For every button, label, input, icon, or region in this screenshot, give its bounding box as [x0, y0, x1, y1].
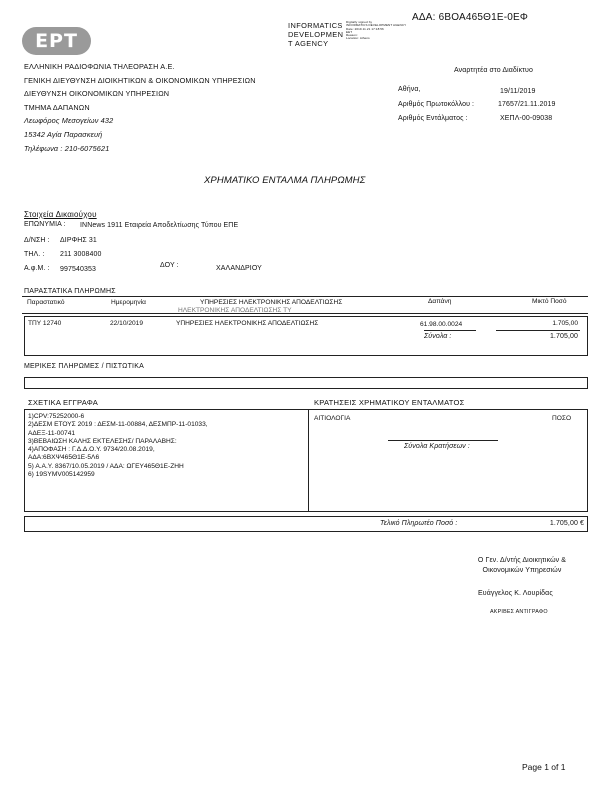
beneficiary-address-label: Δ/ΝΣΗ : — [24, 237, 50, 244]
agency-line: INFORMATICS — [288, 21, 343, 30]
column-header: Δαπάνη — [428, 298, 452, 305]
digital-signature-details — [346, 21, 406, 41]
signatory-role-line1: Ο Γεν. Δ/ντής Διοικητικών & — [477, 557, 567, 564]
related-documents-heading: ΣΧΕΤΙΚΑ ΕΓΓΡΑΦΑ — [28, 398, 99, 407]
signature-detail-line: INFORMATICS DEVELOPMENT AGENCY — [346, 23, 407, 28]
signature-detail-line: Location: Athens — [346, 36, 370, 41]
related-documents-list — [28, 413, 208, 479]
list-item: 3)ΒΕΒΑΙΩΣΗ ΚΑΛΗΣ ΕΚΤΕΛΕΣΗΣ/ ΠΑΡΑΛΑΒΗΣ: — [28, 437, 177, 445]
related-retentions-divider — [308, 409, 309, 512]
organization-line: ΤΜΗΜΑ ΔΑΠΑΝΩΝ — [24, 102, 90, 112]
beneficiary-doy-label: ΔΟΥ : — [160, 262, 179, 269]
retentions-total-label: Σύνολα Κρατήσεων : — [404, 443, 470, 450]
organization-line: 15342 Αγία Παρασκευή — [24, 129, 103, 139]
beneficiary-doy: ΧΑΛΑΝΔΡΙΟΥ — [216, 265, 262, 272]
list-item: 6) 19SYMV005142959 — [28, 471, 95, 479]
column-header: Μικτό Ποσό — [532, 298, 567, 305]
order-number-label: Αριθμός Εντάλματος : — [398, 115, 468, 122]
document-amount: 1.705,00 — [552, 320, 578, 327]
organization-line: ΕΛΛΗΝΙΚΗ ΡΑΔΙΟΦΩΝΙΑ ΤΗΛΕΟΡΑΣΗ Α.Ε. — [24, 62, 175, 71]
retentions-heading: ΚΡΑΤΗΣΕΙΣ ΧΡΗΜΑΤΙΚΟΥ ΕΝΤΑΛΜΑΤΟΣ — [314, 398, 465, 407]
posted-online-note: Αναρτητέα στο Διαδίκτυο — [454, 67, 533, 74]
protocol-value: 17657/21.11.2019 — [498, 101, 556, 108]
document-date: 22/10/2019 — [110, 320, 144, 327]
organization-line: ΓΕΝΙΚΗ ΔΙΕΥΘΥΝΣΗ ΔΙΟΙΚΗΤΙΚΩΝ & ΟΙΚΟΝΟΜΙΚΩΝ ΥΠΗΡΕΣΙΩΝ — [24, 75, 256, 85]
table-header-rule — [22, 313, 588, 314]
organization-block — [24, 60, 256, 155]
list-item: 2)ΔΕΣΜ ΕΤΟΥΣ 2019 : ΔΕΣΜ-11-00884, ΔΕΣΜΠΡ-11-01033, — [28, 421, 208, 429]
beneficiary-name: INNews 1911 Εταιρεία Αποδελτίωσης Τύπου ΕΠΕ — [80, 222, 239, 229]
table-top-rule — [22, 296, 588, 297]
agency-line: T AGENCY — [288, 39, 329, 48]
order-number-value: ΧΕΠΛ-00-09038 — [500, 115, 553, 122]
partial-payments-box — [24, 377, 588, 389]
list-item: ΑΔΕΞ-11-00741 — [28, 429, 76, 437]
partial-payments-heading: ΜΕΡΙΚΕΣ ΠΛΗΡΩΜΕΣ / ΠΙΣΤΩΤΙΚΑ — [24, 363, 144, 370]
column-header-overflow: ΗΛΕΚΤΡΟΝΙΚΗΣ ΑΠΟΔΕΛΤΙΩΣΗΣ ΤΥ — [178, 307, 292, 312]
list-item: ΑΔΑ:6ΒΧΨ465Θ1Ε-5Λ6 — [28, 454, 100, 462]
organization-line: ΔΙΕΥΘΥΝΣΗ ΟΙΚΟΝΟΜΙΚΩΝ ΥΠΗΡΕΣΙΩΝ — [24, 89, 170, 99]
signature-agency-name — [288, 21, 343, 48]
document-title: ΧΡΗΜΑΤΙΚΟ ΕΝΤΑΛΜΑ ΠΛΗΡΩΜΗΣ — [204, 175, 366, 186]
athens-label: Αθήνα, — [398, 86, 421, 93]
retentions-total-rule — [388, 440, 498, 441]
organization-line: Λεωφόρος Μεσογείων 432 — [24, 116, 114, 126]
beneficiary-phone: 211 3008400 — [60, 251, 102, 258]
list-item: 1)CPV:75252000-6 — [28, 413, 85, 420]
beneficiary-name-label: ΕΠΩΝΥΜΙΑ : — [24, 221, 66, 228]
beneficiary-afm-label: Α.φ.Μ. : — [24, 265, 50, 272]
document-description: ΥΠΗΡΕΣΙΕΣ ΗΛΕΚΤΡΟΝΙΚΗΣ ΑΠΟΔΕΛΤΙΩΣΗΣ — [176, 320, 319, 327]
documents-heading: ΠΑΡΑΣΤΑΤΙΚΑ ΠΛΗΡΩΜΗΣ — [24, 288, 116, 295]
document-expense-code: 61.98.00.0024 — [420, 321, 463, 328]
certified-copy-stamp: ΑΚΡΙΒΕΣ ΑΝΤΙΓΡΑΦΟ — [490, 609, 548, 615]
list-item: 5) Α.Α.Υ. 8367/10.05.2019 / ΑΔΑ: ΩΓΕΥ465Θ1Ε-ΖΗΗ — [28, 462, 184, 470]
column-header: Ημερομηνία — [111, 299, 146, 306]
retention-amount-label: ΠΟΣΟ — [552, 415, 572, 422]
logo-text: ΕΡΤ — [35, 30, 78, 52]
column-header: ΥΠΗΡΕΣΙΕΣ ΗΛΕΚΤΡΟΝΙΚΗΣ ΑΠΟΔΕΛΤΙΩΣΗΣ — [200, 299, 343, 306]
final-amount-label: Τελικό Πληρωτέο Ποσό : — [380, 520, 458, 527]
list-item: 4)ΑΠΟΦΑΣΗ : Γ.Δ.Δ.Ο.Υ. 9734/20.08.2019, — [28, 446, 155, 454]
expense-total-rule — [424, 330, 476, 331]
beneficiary-address: ΔΙΡΦΗΣ 31 — [60, 237, 97, 244]
signatory-name: Ευάγγελος Κ. Λουρίδας — [478, 590, 553, 597]
signature-detail-line: EET — [346, 29, 353, 34]
page-number: Page 1 of 1 — [522, 762, 566, 772]
document-number: ΤΠΥ 12740 — [28, 320, 62, 327]
documents-total-label: Σύνολα : — [424, 333, 452, 340]
retention-reason-label: ΑΙΤΙΟΛΟΓΙΑ — [314, 415, 351, 422]
signature-detail-line: Digitally signed by — [346, 20, 373, 24]
agency-line: DEVELOPMEN — [288, 30, 344, 39]
organization-line: Τηλέφωνα : 210-6075621 — [24, 143, 110, 153]
signatory-role-line2: Οικονομικών Υπηρεσιών — [482, 567, 562, 574]
ert-logo — [22, 27, 91, 55]
column-header: Παραστατικό — [27, 299, 65, 306]
documents-total-value: 1.705,00 — [549, 333, 578, 340]
ada-code: ΑΔΑ: 6ΒΟΑ465Θ1Ε-0ΕΦ — [412, 12, 529, 23]
signature-detail-line: Date: 2019.11.21 17:18:56 — [346, 26, 384, 31]
amount-total-rule — [496, 330, 580, 331]
protocol-label: Αριθμός Πρωτοκόλλου : — [398, 101, 475, 108]
signature-detail-line: Reason: — [346, 33, 358, 38]
beneficiary-phone-label: ΤΗΛ. : — [24, 251, 45, 258]
athens-date: 19/11/2019 — [500, 88, 536, 95]
final-amount-value: 1.705,00 € — [549, 520, 584, 527]
beneficiary-heading: Στοιχεία Δικαιούχου — [24, 210, 97, 219]
beneficiary-afm: 997540353 — [60, 266, 96, 273]
